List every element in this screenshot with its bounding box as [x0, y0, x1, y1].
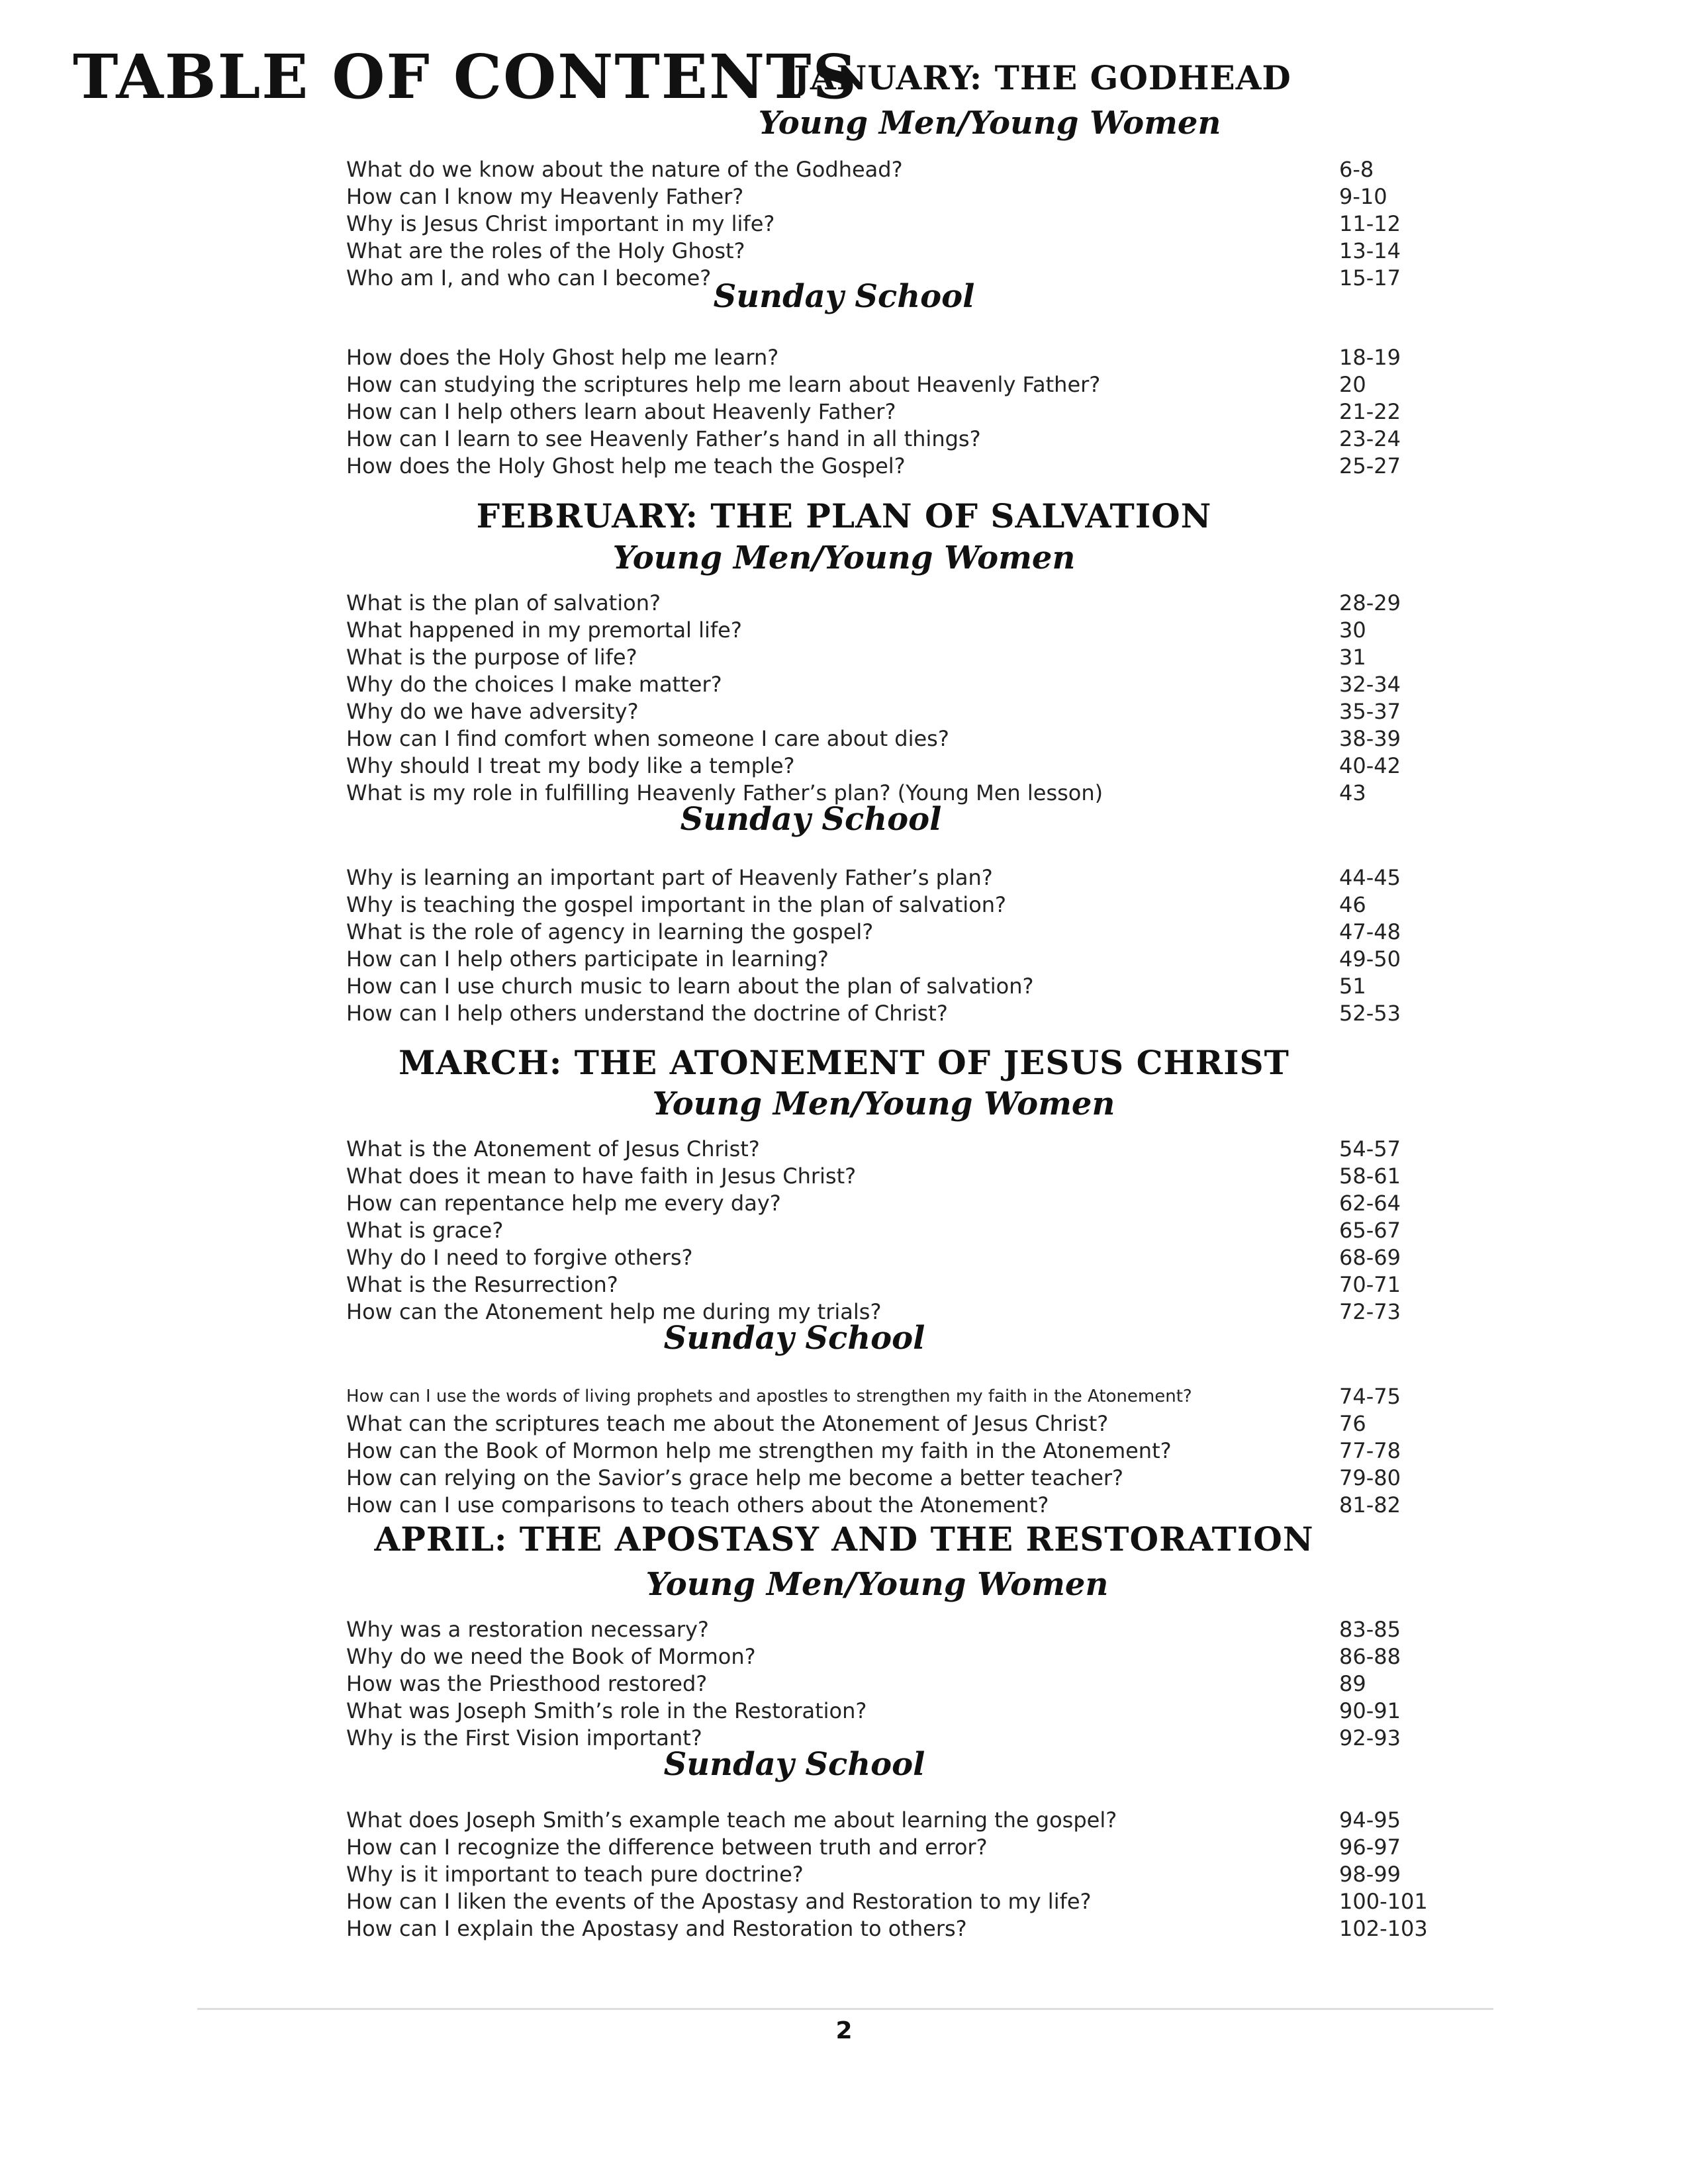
toc-page-range: 100-101 [1339, 1889, 1428, 1914]
toc-question: Why do I need to forgive others? [346, 1245, 693, 1270]
toc-entry[interactable] [346, 398, 1511, 426]
toc-entry[interactable] [346, 590, 1511, 617]
toc-question: What is the role of agency in learning the gospel? [346, 919, 874, 944]
toc-entry[interactable] [346, 752, 1511, 780]
toc-entry[interactable] [346, 344, 1511, 371]
section-header-january: JANUARY: THE GODHEAD [794, 58, 1291, 97]
toc-page-range: 25-27 [1339, 453, 1401, 478]
toc-page-range: 102-103 [1339, 1916, 1428, 1941]
toc-question: How can I learn to see Heavenly Father’s hand in all things? [346, 426, 981, 451]
toc-page-range: 38-39 [1339, 726, 1401, 751]
toc-question: What is the Resurrection? [346, 1272, 618, 1297]
toc-list-march-ss [346, 1383, 1511, 1519]
toc-page-range: 86-88 [1339, 1644, 1401, 1669]
toc-question: What is grace? [346, 1218, 504, 1243]
toc-list-january-ym [346, 156, 1511, 292]
toc-entry[interactable] [346, 1670, 1511, 1698]
toc-entry[interactable] [346, 210, 1511, 238]
toc-entry[interactable] [346, 1465, 1511, 1492]
subheader-january-ym: Young Men/Young Women [758, 105, 1221, 142]
toc-page-range: 11-12 [1339, 211, 1401, 236]
toc-entry[interactable] [346, 371, 1511, 398]
section-header-march: MARCH: THE ATONEMENT OF JESUS CHRIST [399, 1043, 1289, 1082]
toc-question: How can I recognize the difference between truth and error? [346, 1835, 988, 1860]
toc-page-range: 46 [1339, 892, 1366, 917]
toc-entry[interactable] [346, 617, 1511, 644]
toc-question: How can I explain the Apostasy and Restoration to others? [346, 1916, 967, 1941]
toc-question: How can I use comparisons to teach others about the Atonement? [346, 1492, 1049, 1518]
toc-page-range: 40-42 [1339, 753, 1401, 778]
toc-entry[interactable] [346, 238, 1511, 265]
toc-question: How can studying the scriptures help me learn about Heavenly Father? [346, 372, 1101, 397]
toc-question: How can I use church music to learn about the plan of salvation? [346, 974, 1034, 999]
toc-entry[interactable] [346, 1616, 1511, 1643]
toc-entry[interactable] [346, 1244, 1511, 1271]
toc-page-range: 18-19 [1339, 345, 1401, 370]
toc-entry[interactable] [346, 1383, 1511, 1410]
footer-divider [197, 2008, 1493, 2010]
toc-page-range: 74-75 [1339, 1384, 1401, 1409]
toc-entry[interactable] [346, 1437, 1511, 1465]
toc-question: Why is teaching the gospel important in the plan of salvation? [346, 892, 1007, 917]
toc-entry[interactable] [346, 644, 1511, 671]
toc-entry[interactable] [346, 973, 1511, 1000]
toc-entry[interactable] [346, 1136, 1511, 1163]
toc-question: What is my role in fulfilling Heavenly Father’s plan? (Young Men lesson) [346, 780, 1103, 805]
toc-page-range: 6-8 [1339, 157, 1374, 182]
toc-question: What was Joseph Smith’s role in the Restoration? [346, 1698, 867, 1723]
toc-question: What is the purpose of life? [346, 645, 637, 670]
toc-page-range: 21-22 [1339, 399, 1401, 424]
toc-entry[interactable] [346, 1915, 1511, 1942]
toc-page-range: 68-69 [1339, 1245, 1401, 1270]
toc-page-range: 13-14 [1339, 238, 1401, 263]
toc-entry[interactable] [346, 671, 1511, 698]
toc-question: Why is learning an important part of Heavenly Father’s plan? [346, 865, 993, 890]
toc-list-january-ss [346, 344, 1511, 480]
toc-entry[interactable] [346, 156, 1511, 183]
toc-page-range: 96-97 [1339, 1835, 1401, 1860]
toc-entry[interactable] [346, 1271, 1511, 1298]
toc-page-range: 44-45 [1339, 865, 1401, 890]
toc-entry[interactable] [346, 426, 1511, 453]
toc-question: How can repentance help me every day? [346, 1191, 781, 1216]
toc-question: How can I liken the events of the Apostasy and Restoration to my life? [346, 1889, 1092, 1914]
toc-question: How does the Holy Ghost help me teach the Gospel? [346, 453, 906, 478]
toc-entry[interactable] [346, 1190, 1511, 1217]
toc-page-range: 32-34 [1339, 672, 1401, 697]
toc-page-range: 70-71 [1339, 1272, 1401, 1297]
toc-entry[interactable] [346, 1000, 1511, 1027]
toc-question: Who am I, and who can I become? [346, 265, 712, 291]
page-number: 2 [835, 2017, 853, 2044]
toc-page-range: 31 [1339, 645, 1366, 670]
toc-question: How can I help others understand the doctrine of Christ? [346, 1001, 948, 1026]
toc-page-range: 79-80 [1339, 1465, 1401, 1490]
toc-question: How can the Book of Mormon help me strengthen my faith in the Atonement? [346, 1438, 1172, 1463]
section-header-april: APRIL: THE APOSTASY AND THE RESTORATION [374, 1520, 1314, 1559]
toc-question: How can I find comfort when someone I care about dies? [346, 726, 949, 751]
toc-question: What does it mean to have faith in Jesus Christ? [346, 1163, 857, 1189]
toc-question: What are the roles of the Holy Ghost? [346, 238, 745, 263]
toc-page-range: 83-85 [1339, 1617, 1401, 1642]
subheader-february-ss: Sunday School [680, 801, 942, 838]
toc-page-range: 94-95 [1339, 1807, 1401, 1833]
toc-page-range: 54-57 [1339, 1136, 1401, 1161]
toc-question: How can the Atonement help me during my trials? [346, 1299, 882, 1324]
toc-page-range: 89 [1339, 1671, 1366, 1696]
toc-page-range: 62-64 [1339, 1191, 1401, 1216]
toc-question: How was the Priesthood restored? [346, 1671, 708, 1696]
toc-page-range: 81-82 [1339, 1492, 1401, 1518]
toc-page-range: 15-17 [1339, 265, 1401, 291]
toc-list-february-ym [346, 590, 1511, 807]
toc-entry[interactable] [346, 919, 1511, 946]
toc-question: How does the Holy Ghost help me learn? [346, 345, 779, 370]
page-title: TABLE OF CONTENTS [73, 41, 858, 113]
toc-question: Why should I treat my body like a temple? [346, 753, 795, 778]
toc-page-range: 35-37 [1339, 699, 1401, 724]
toc-question: Why do we need the Book of Mormon? [346, 1644, 756, 1669]
toc-page-range: 58-61 [1339, 1163, 1401, 1189]
toc-question: Why do the choices I make matter? [346, 672, 722, 697]
toc-entry[interactable] [346, 1410, 1511, 1437]
toc-question: What does Joseph Smith’s example teach me about learning the gospel? [346, 1807, 1117, 1833]
toc-entry[interactable] [346, 183, 1511, 210]
toc-entry[interactable] [346, 891, 1511, 919]
toc-entry[interactable] [346, 1217, 1511, 1244]
toc-entry[interactable] [346, 864, 1511, 891]
toc-page-range: 92-93 [1339, 1725, 1401, 1751]
toc-question: Why is it important to teach pure doctrine? [346, 1862, 804, 1887]
toc-question: Why is Jesus Christ important in my life? [346, 211, 775, 236]
subheader-february-ym: Young Men/Young Women [612, 539, 1076, 576]
subheader-april-ym: Young Men/Young Women [645, 1566, 1109, 1603]
toc-page-range: 51 [1339, 974, 1366, 999]
subheader-january-ss: Sunday School [713, 278, 975, 315]
toc-question: How can I help others participate in learning? [346, 946, 829, 972]
toc-question: How can I use the words of living prophets and apostles to strengthen my faith in the Atonement? [346, 1387, 1192, 1406]
toc-page-range: 47-48 [1339, 919, 1401, 944]
toc-question: What happened in my premortal life? [346, 617, 742, 643]
toc-page-range: 76 [1339, 1411, 1366, 1436]
toc-page-range: 52-53 [1339, 1001, 1401, 1026]
toc-page-range: 30 [1339, 617, 1366, 643]
toc-question: Why is the First Vision important? [346, 1725, 702, 1751]
toc-entry[interactable] [346, 1698, 1511, 1725]
toc-question: How can relying on the Savior’s grace help me become a better teacher? [346, 1465, 1124, 1490]
toc-question: How can I help others learn about Heavenly Father? [346, 399, 896, 424]
toc-entry[interactable] [346, 698, 1511, 725]
toc-page-range: 49-50 [1339, 946, 1401, 972]
toc-entry[interactable] [346, 1834, 1511, 1861]
toc-page-range: 72-73 [1339, 1299, 1401, 1324]
toc-page-range: 98-99 [1339, 1862, 1401, 1887]
toc-list-april-ym [346, 1616, 1511, 1752]
toc-page-range: 43 [1339, 780, 1366, 805]
section-header-february: FEBRUARY: THE PLAN OF SALVATION [476, 496, 1212, 535]
toc-entry[interactable] [346, 1807, 1511, 1834]
toc-question: How can I know my Heavenly Father? [346, 184, 744, 209]
toc-question: What do we know about the nature of the Godhead? [346, 157, 903, 182]
toc-entry[interactable] [346, 725, 1511, 752]
toc-page-range: 20 [1339, 372, 1366, 397]
toc-page-range: 90-91 [1339, 1698, 1401, 1723]
toc-entry[interactable] [346, 1163, 1511, 1190]
toc-list-february-ss [346, 864, 1511, 1027]
toc-page-range: 65-67 [1339, 1218, 1401, 1243]
toc-page-range: 23-24 [1339, 426, 1401, 451]
toc-question: What is the plan of salvation? [346, 590, 661, 615]
subheader-march-ss: Sunday School [663, 1320, 925, 1357]
toc-entry[interactable] [346, 1888, 1511, 1915]
toc-entry[interactable] [346, 453, 1511, 480]
toc-entry[interactable] [346, 1643, 1511, 1670]
toc-question: Why was a restoration necessary? [346, 1617, 709, 1642]
subheader-march-ym: Young Men/Young Women [652, 1085, 1115, 1122]
toc-list-april-ss [346, 1807, 1511, 1942]
toc-entry[interactable] [346, 1492, 1511, 1519]
toc-question: What can the scriptures teach me about the Atonement of Jesus Christ? [346, 1411, 1109, 1436]
toc-page-range: 28-29 [1339, 590, 1401, 615]
toc-question: What is the Atonement of Jesus Christ? [346, 1136, 760, 1161]
toc-page-range: 9-10 [1339, 184, 1387, 209]
toc-entry[interactable] [346, 946, 1511, 973]
subheader-april-ss: Sunday School [663, 1746, 925, 1783]
toc-question: Why do we have adversity? [346, 699, 639, 724]
toc-entry[interactable] [346, 1861, 1511, 1888]
toc-list-march-ym [346, 1136, 1511, 1326]
toc-page-range: 77-78 [1339, 1438, 1401, 1463]
